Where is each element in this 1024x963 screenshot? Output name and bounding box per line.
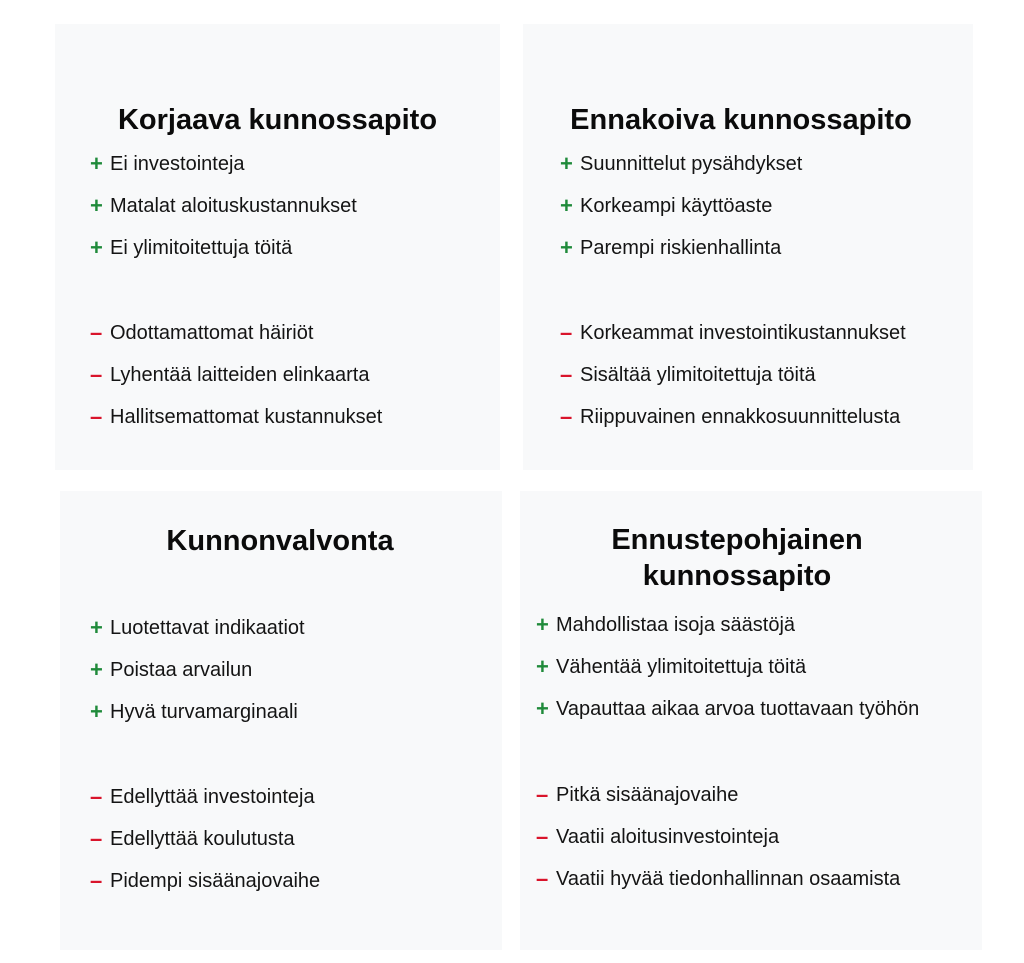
cons-list: [536, 774, 900, 900]
plus-icon: +: [90, 699, 103, 724]
list-item: + Poistaa arvailun: [90, 657, 253, 682]
list-item: + Vapauttaa aikaa arvoa tuottavaan työhön: [536, 696, 920, 721]
list-item: + Korkeampi käyttöaste: [560, 193, 773, 218]
card-ennustepohjainen-kunnossapito: [520, 491, 982, 950]
list-item: – Pitkä sisäänajovaihe: [536, 782, 739, 807]
card-title-line-2: kunnossapito: [642, 560, 832, 592]
plus-icon: +: [536, 654, 549, 679]
list-item: + Luotettavat indikaatiot: [90, 615, 305, 640]
pros-list: [560, 143, 802, 269]
list-item: – Edellyttää investointeja: [90, 784, 315, 809]
minus-icon: –: [536, 782, 549, 807]
card-title-line-1: Ennustepohjainen: [611, 524, 863, 556]
plus-icon: +: [90, 657, 103, 682]
plus-icon: +: [90, 193, 103, 218]
list-item: + Mahdollistaa isoja säästöjä: [536, 612, 796, 637]
list-item: – Vaatii hyvää tiedonhallinnan osaamista: [536, 866, 901, 891]
cons-list: [90, 776, 320, 902]
list-item: + Suunnittelut pysähdykset: [560, 151, 803, 176]
list-item: – Hallitsemattomat kustannukset: [90, 404, 383, 429]
plus-icon: +: [90, 615, 103, 640]
list-item: – Lyhentää laitteiden elinkaarta: [90, 362, 370, 387]
list-item: – Odottamattomat häiriöt: [90, 320, 314, 345]
plus-icon: +: [536, 612, 549, 637]
plus-icon: +: [560, 235, 573, 260]
plus-icon: +: [560, 151, 573, 176]
list-item: + Matalat aloituskustannukset: [90, 193, 357, 218]
plus-icon: +: [90, 151, 103, 176]
card-title: [520, 522, 954, 594]
minus-icon: –: [90, 362, 103, 387]
pros-list: [536, 604, 919, 730]
pros-list: [90, 143, 357, 269]
minus-icon: –: [560, 362, 573, 387]
minus-icon: –: [560, 320, 573, 345]
list-item: – Edellyttää koulutusta: [90, 826, 295, 851]
list-item: – Pidempi sisäänajovaihe: [90, 868, 321, 893]
plus-icon: +: [560, 193, 573, 218]
list-item: – Riippuvainen ennakkosuunnittelusta: [560, 404, 901, 429]
card-ennakoiva-kunnossapito: [523, 24, 973, 470]
minus-icon: –: [90, 404, 103, 429]
plus-icon: +: [536, 696, 549, 721]
list-item: + Ei ylimitoitettuja töitä: [90, 235, 293, 260]
list-item: + Vähentää ylimitoitettuja töitä: [536, 654, 807, 679]
list-item: + Ei investointeja: [90, 151, 245, 176]
card-korjaava-kunnossapito: [55, 24, 500, 470]
card-kunnonvalvonta: [60, 491, 502, 950]
cons-list: [560, 312, 906, 438]
minus-icon: –: [90, 826, 103, 851]
plus-icon: +: [90, 235, 103, 260]
minus-icon: –: [90, 320, 103, 345]
minus-icon: –: [536, 824, 549, 849]
list-item: + Hyvä turvamarginaali: [90, 699, 298, 724]
card-title: Ennakoiva kunnossapito: [570, 104, 912, 136]
card-title: Korjaava kunnossapito: [117, 104, 438, 136]
minus-icon: –: [90, 784, 103, 809]
minus-icon: –: [90, 868, 103, 893]
cons-list: [90, 312, 382, 438]
minus-icon: –: [560, 404, 573, 429]
list-item: – Vaatii aloitusinvestointeja: [536, 824, 780, 849]
list-item: – Korkeammat investointikustannukset: [560, 320, 906, 345]
list-item: – Sisältää ylimitoitettuja töitä: [560, 362, 816, 387]
card-title: Kunnonvalvonta: [166, 525, 394, 557]
list-item: + Parempi riskienhallinta: [560, 235, 782, 260]
pros-list: [90, 607, 305, 733]
minus-icon: –: [536, 866, 549, 891]
